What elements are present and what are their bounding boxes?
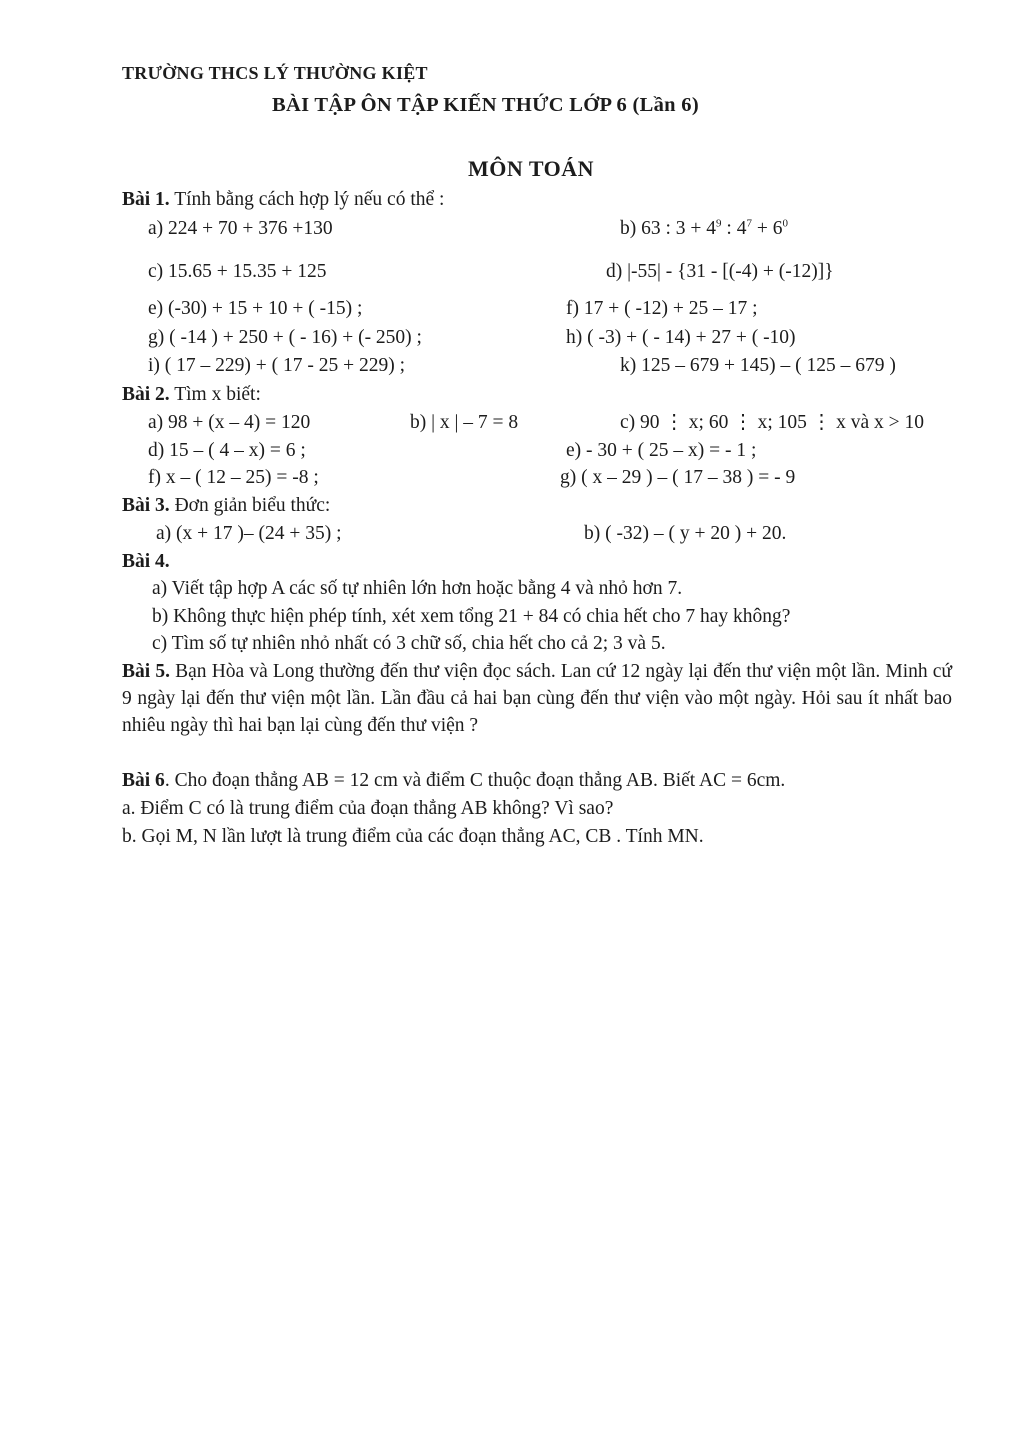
worksheet-title: BÀI TẬP ÔN TẬP KIẾN THỨC LỚP 6 (Lần 6) [272,94,699,116]
bai1-a: a) 224 + 70 + 376 +130 [148,218,333,239]
bai2-label: Bài 2. [122,384,170,405]
bai1-label: Bài 1. [122,189,170,210]
bai3-heading [122,496,330,516]
bai3-prompt: Đơn giản biểu thức: [174,495,331,516]
bai1-b [620,219,788,239]
bai6-label: Bài 6 [122,770,165,791]
bai3-a: a) (x + 17 )– (24 + 35) ; [156,523,342,544]
subject-title: MÔN TOÁN [468,156,595,181]
bai2-prompt: Tìm x biết: [174,384,261,405]
school-name: TRƯỜNG THCS LÝ THƯỜNG KIỆT [122,63,428,83]
bai3-b: b) ( -32) – ( y + 20 ) + 20. [584,523,787,544]
bai1-d: d) |-55| - {31 - [(-4) + (-12)]} [606,261,834,282]
bai4-label: Bài 4. [122,551,170,572]
bai3-label: Bài 3. [122,495,170,516]
bai2-a: a) 98 + (x – 4) = 120 [148,412,311,433]
bai1-b-exp1: 9 [716,217,722,230]
bai6-b: b. Gọi M, N lần lượt là trung điểm của các đoạn thẳng AC, CB . Tính MN. [122,826,704,847]
bai1-g: g) ( -14 ) + 250 + ( - 16) + (- 250) ; [148,327,422,348]
bai1-h: h) ( -3) + ( - 14) + 27 + ( -10) [566,327,796,348]
bai2-g: g) ( x – 29 ) – ( 17 – 38 ) = - 9 [560,467,796,488]
bai2-e: e) - 30 + ( 25 – x) = - 1 ; [566,440,757,461]
bai1-c: c) 15.65 + 15.35 + 125 [148,261,327,282]
bai2-b: b) | x | – 7 = 8 [410,412,519,433]
bai2-d: d) 15 – ( 4 – x) = 6 ; [148,440,306,461]
bai6-heading [122,771,785,791]
bai5-text: Bạn Hòa và Long thường đến thư viện đọc sách. Lan cứ 12 ngày lại đến thư viện một lần. Minh cứ 9 ngày lại đến thư viện một lần. Lần đầu cả hai bạn cùng đến thư viện vào một ngày. Hỏi sau ít nhất bao nhiêu ngày thì hai bạn lại cùng đến thư viện ? [122,661,953,736]
bai2-f: f) x – ( 12 – 25) = -8 ; [148,467,319,488]
bai5-label: Bài 5. [122,661,170,682]
bai6-a: a. Điểm C có là trung điểm của đoạn thẳng AB không? Vì sao? [122,798,614,819]
bai1-b-exp2: 7 [746,217,752,230]
bai4-b: b) Không thực hiện phép tính, xét xem tổng 21 + 84 có chia hết cho 7 hay không? [152,606,791,627]
bai1-b-mid2: + 6 [751,218,783,239]
bai2-heading [122,385,261,405]
bai1-prompt: Tính bằng cách hợp lý nếu có thể : [174,189,445,210]
bai4-c: c) Tìm số tự nhiên nhỏ nhất có 3 chữ số, chia hết cho cả 2; 3 và 5. [152,633,666,654]
bai1-f: f) 17 + ( -12) + 25 – 17 ; [566,298,758,319]
bai5-paragraph [122,658,952,739]
bai2-c: c) 90 ⋮ x; 60 ⋮ x; 105 ⋮ x và x > 10 [620,412,925,433]
bai1-b-pre: b) 63 : 3 + 4 [620,218,717,239]
bai6-text: . Cho đoạn thẳng AB = 12 cm và điểm C thuộc đoạn thẳng AB. Biết AC = 6cm. [164,770,786,791]
bai1-heading [122,190,444,210]
bai1-k: k) 125 – 679 + 145) – ( 125 – 679 ) [620,355,896,376]
bai1-b-mid: : 4 [721,218,747,239]
bai1-e: e) (-30) + 15 + 10 + ( -15) ; [148,298,363,319]
bai1-b-exp3: 0 [782,217,788,230]
bai4-a: a) Viết tập hợp A các số tự nhiên lớn hơn hoặc bằng 4 và nhỏ hơn 7. [152,578,683,599]
bai1-i: i) ( 17 – 229) + ( 17 - 25 + 229) ; [148,355,406,376]
